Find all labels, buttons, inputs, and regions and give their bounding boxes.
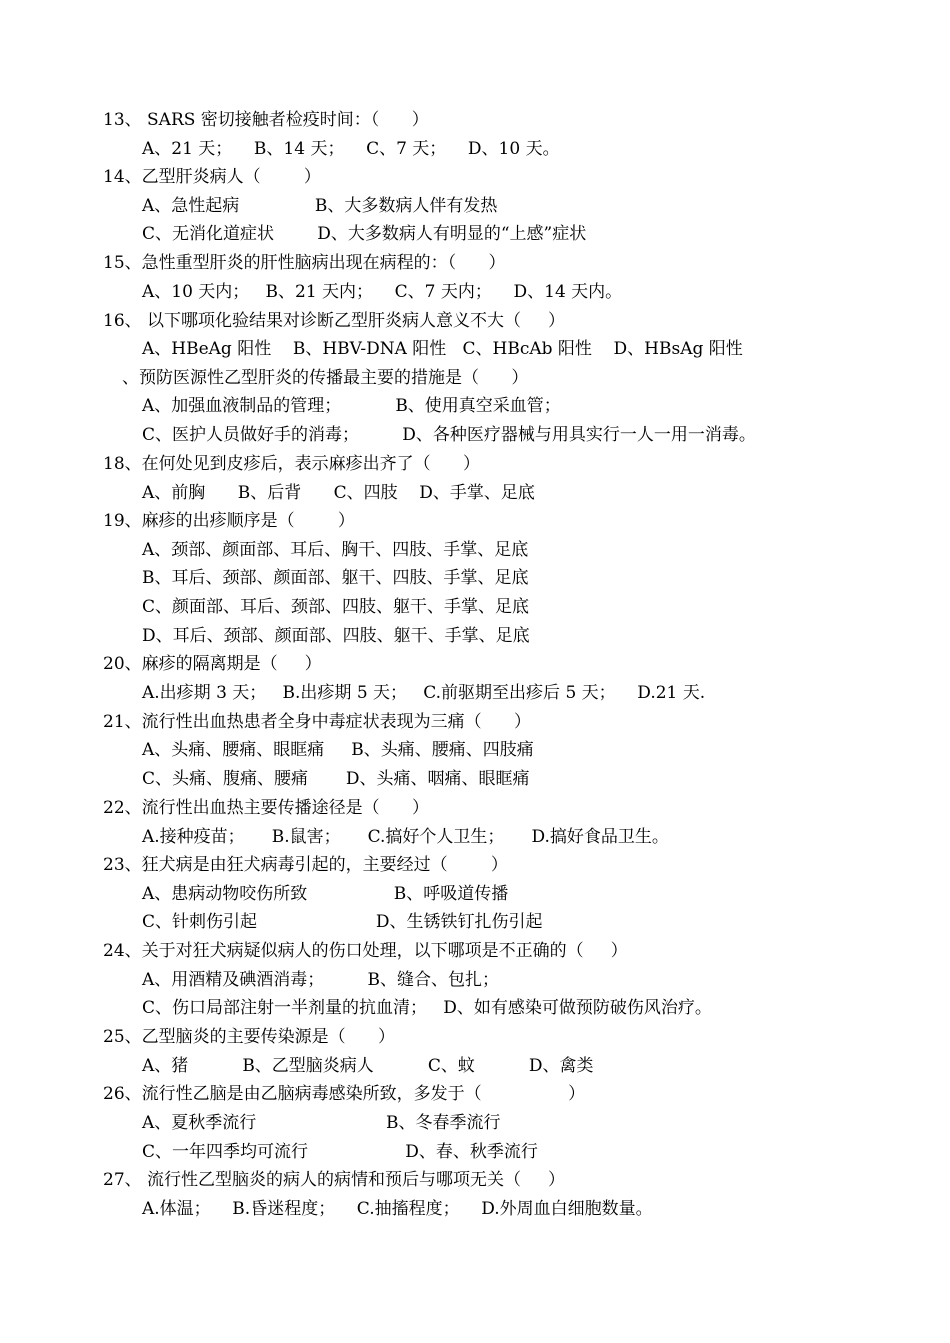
question-14: 14、乙型肝炎病人（ ） <box>103 167 321 187</box>
options-13: A、21 天； B、14 天； C、7 天； D、10 天。 <box>142 139 560 159</box>
options-21-ab: A、头痛、腰痛、眼眶痛 B、头痛、腰痛、四肢痛 <box>142 740 534 760</box>
options-25: A、猪 B、乙型脑炎病人 C、蚊 D、禽类 <box>142 1056 594 1076</box>
options-21-cd: C、头痛、腹痛、腰痛 D、头痛、咽痛、眼眶痛 <box>142 769 530 789</box>
options-14-cd: C、无消化道症状 D、大多数病人有明显的“上感”症状 <box>142 224 587 244</box>
options-23-ab: A、患病动物咬伤所致 B、呼吸道传播 <box>142 884 509 904</box>
options-20: A.出疹期 3 天； B.出疹期 5 天； C.前驱期至出疹后 5 天； D.21 天. <box>142 683 706 703</box>
question-20: 20、麻疹的隔离期是（ ） <box>103 654 322 674</box>
options-23-cd: C、针刺伤引起 D、生锈铁钉扎伤引起 <box>142 912 543 932</box>
options-16: A、HBeAg 阳性 B、HBV-DNA 阳性 C、HBcAb 阳性 D、HBsAg 阳性 <box>142 339 743 359</box>
options-18: A、前胸 B、后背 C、四肢 D、手掌、足底 <box>142 483 535 503</box>
question-24: 24、关于对狂犬病疑似病人的伤口处理，以下哪项是不正确的（ ） <box>103 941 628 961</box>
option-19-d: D、耳后、颈部、颜面部、四肢、躯干、手掌、足底 <box>142 626 530 646</box>
question-18: 18、在何处见到皮疹后，表示麻疹出齐了（ ） <box>103 454 481 474</box>
question-22: 22、流行性出血热主要传播途径是（ ） <box>103 798 430 818</box>
question-16: 16、 以下哪项化验结果对诊断乙型肝炎病人意义不大（ ） <box>103 311 566 331</box>
options-15: A、10 天内； B、21 天内； C、7 天内； D、14 天内。 <box>142 282 623 302</box>
options-24-cd: C、伤口局部注射一半剂量的抗血清； D、如有感染可做预防破伤风治疗。 <box>142 998 712 1018</box>
options-17-cd: C、医护人员做好手的消毒； D、各种医疗器械与用具实行一人一用一消毒。 <box>142 425 756 445</box>
question-13: 13、 SARS 密切接触者检疫时间：（ ） <box>103 110 429 130</box>
question-25: 25、乙型脑炎的主要传染源是（ ） <box>103 1027 396 1047</box>
options-26-ab: A、夏秋季流行 B、冬春季流行 <box>142 1113 501 1133</box>
option-19-a: A、颈部、颜面部、耳后、胸干、四肢、手掌、足底 <box>142 540 529 560</box>
options-26-cd: C、一年四季均可流行 D、春、秋季流行 <box>142 1142 538 1162</box>
options-24-ab: A、用酒精及碘酒消毒； B、缝合、包扎； <box>142 970 499 990</box>
question-19: 19、麻疹的出疹顺序是（ ） <box>103 511 355 531</box>
option-19-b: B、耳后、颈部、颜面部、躯干、四肢、手掌、足底 <box>142 568 529 588</box>
options-22: A.接种疫苗； B.鼠害； C.搞好个人卫生； D.搞好食品卫生。 <box>142 827 669 847</box>
option-19-c: C、颜面部、耳后、颈部、四肢、躯干、手掌、足底 <box>142 597 530 617</box>
question-21: 21、流行性出血热患者全身中毒症状表现为三痛（ ） <box>103 712 532 732</box>
question-26: 26、流行性乙脑是由乙脑病毒感染所致，多发于（ ） <box>103 1084 586 1104</box>
options-14-ab: A、急性起病 B、大多数病人伴有发热 <box>142 196 498 216</box>
question-15: 15、急性重型肝炎的肝性脑病出现在病程的：（ ） <box>103 253 506 273</box>
options-17-ab: A、加强血液制品的管理； B、使用真空采血管； <box>142 396 561 416</box>
question-23: 23、狂犬病是由狂犬病毒引起的，主要经过（ ） <box>103 855 508 875</box>
question-17: 、预防医源性乙型肝炎的传播最主要的措施是（ ） <box>122 368 529 388</box>
options-27: A.体温； B.昏迷程度； C.抽搐程度； D.外周血白细胞数量。 <box>142 1199 653 1219</box>
question-27: 27、 流行性乙型脑炎的病人的病情和预后与哪项无关（ ） <box>103 1170 566 1190</box>
